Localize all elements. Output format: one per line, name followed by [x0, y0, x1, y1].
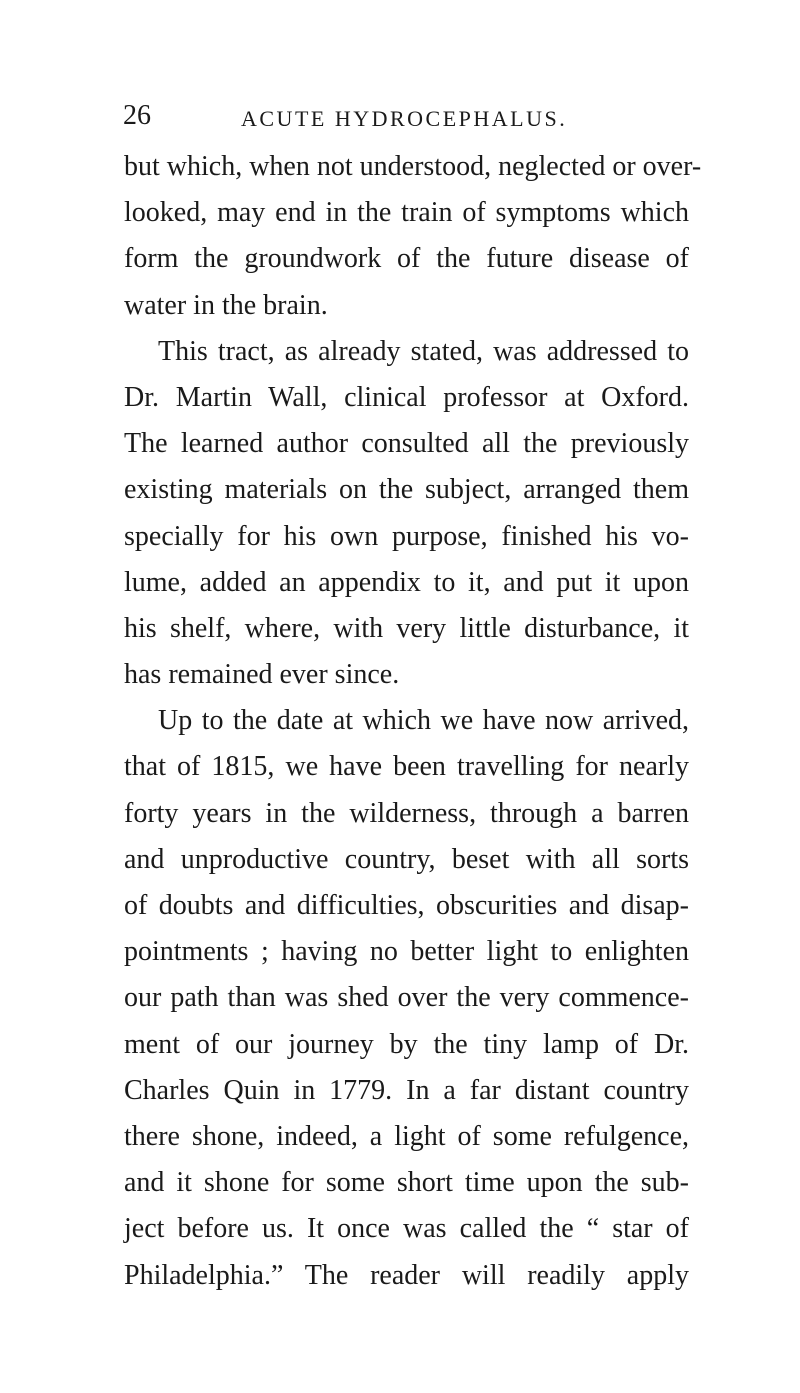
text-line: looked, may end in the train of symptoms which: [124, 197, 689, 229]
text-line: of doubts and difficulties, obscurities and disap-: [124, 890, 689, 921]
text-line: lume, added an appendix to it, and put it upon: [124, 566, 689, 598]
page-number: 26: [123, 100, 151, 131]
text-line: but which, when not understood, neglected or over-: [124, 151, 702, 182]
text-line: his shelf, where, with very little disturbance, it: [124, 612, 689, 644]
text-line: forty years in the wilderness, through a barren: [124, 797, 689, 829]
text-line: water in the brain.: [124, 289, 328, 321]
text-line: Up to the date at which we have now arrived,: [158, 705, 689, 737]
text-line: specially for his own purpose, finished his vo-: [124, 520, 689, 552]
text-line: has remained ever since.: [124, 659, 400, 691]
text-line: form the groundwork of the future disease of: [124, 243, 689, 275]
text-line: ment of our journey by the tiny lamp of Dr.: [124, 1028, 689, 1060]
text-line: pointments ; having no better light to enlighten: [124, 936, 689, 968]
running-head: ACUTE HYDROCEPHALUS.: [241, 106, 568, 131]
text-line: and it shone for some short time upon the sub-: [124, 1167, 689, 1199]
text-line: Dr. Martin Wall, clinical professor at Oxford.: [124, 381, 689, 413]
text-line: Charles Quin in 1779. In a far distant country: [124, 1074, 689, 1106]
text-line: This tract, as already stated, was addressed to: [158, 335, 689, 367]
text-line: Philadelphia.” The reader will readily apply: [124, 1259, 689, 1291]
body-text: [124, 144, 702, 1299]
text-line: existing materials on the subject, arranged them: [124, 474, 689, 506]
text-line: ject before us. It once was called the “ star of: [124, 1213, 689, 1245]
text-line: and unproductive country, beset with all sorts: [124, 843, 689, 875]
text-line: our path than was shed over the very commence-: [124, 982, 689, 1014]
text-line: there shone, indeed, a light of some refulgence,: [124, 1120, 689, 1152]
text-line: that of 1815, we have been travelling for nearly: [124, 751, 689, 783]
page-header: [123, 100, 693, 140]
text-line: The learned author consulted all the previously: [124, 428, 689, 460]
